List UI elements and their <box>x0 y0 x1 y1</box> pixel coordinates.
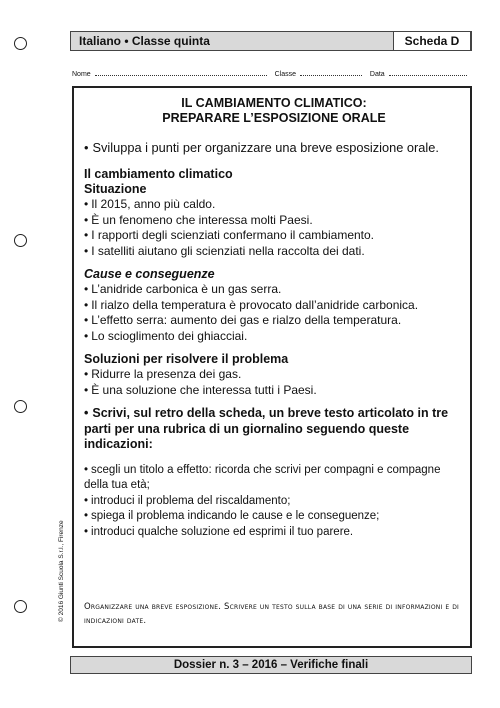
binder-hole-3 <box>14 400 27 413</box>
footer-label: Dossier n. 3 – 2016 – Verifiche finali <box>173 659 369 671</box>
section-subtitle: Situazione <box>84 182 147 196</box>
list-item: • È un fenomeno che interessa molti Paesi. <box>84 213 464 229</box>
name-label: Nome <box>72 71 91 78</box>
class-field[interactable] <box>300 69 362 76</box>
worksheet-card <box>72 86 472 648</box>
binder-hole-2 <box>14 234 27 247</box>
list-item: • Lo scioglimento dei ghiacciai. <box>84 329 464 345</box>
section-situation <box>84 167 464 259</box>
worksheet-content <box>84 96 464 540</box>
learning-objective: Organizzare una breve esposizione. Scrivere un testo sulla base di una serie di informazioni e di indicazioni date. <box>84 602 460 626</box>
writing-task: • Scrivi, sul retro della scheda, un breve testo articolato in tre parti per una rubrica di un giornalino seguendo queste indicazioni: <box>84 406 464 453</box>
list-item: • L’anidride carbonica è un gas serra. <box>84 282 464 298</box>
section-causes <box>84 267 464 344</box>
list-item: • Ridurre la presenza dei gas. <box>84 367 464 383</box>
list-item: • I rapporti degli scienziati confermano il cambiamento. <box>84 228 464 244</box>
date-label: Data <box>369 71 385 78</box>
section-title: Cause e conseguenze <box>84 267 215 281</box>
student-fields <box>72 69 472 78</box>
header-bar <box>70 31 472 51</box>
name-field[interactable] <box>95 69 267 76</box>
date-field[interactable] <box>389 69 467 76</box>
binder-hole-1 <box>14 37 27 50</box>
instructions-list <box>84 463 464 541</box>
list-item: • Il 2015, anno più caldo. <box>84 197 464 213</box>
footer-bar <box>70 656 472 674</box>
list-item: • Il rialzo della temperatura è provocato dall’anidride carbonica. <box>84 298 464 314</box>
worksheet-title: IL CAMBIAMENTO CLIMATICO: PREPARARE L’ESPOSIZIONE ORALE <box>162 96 386 125</box>
binder-hole-4 <box>14 600 27 613</box>
sheet-label: Scheda D <box>393 31 471 51</box>
instruction-item: • spiega il problema indicando le cause e le conseguenze; <box>84 509 464 525</box>
class-label: Classe <box>274 71 296 78</box>
instruction-item: • introduci qualche soluzione ed esprimi il tuo parere. <box>84 525 464 541</box>
subject-label: Italiano • Classe quinta <box>79 34 210 48</box>
list-item: • L’effetto serra: aumento dei gas e rialzo della temperatura. <box>84 313 464 329</box>
instruction-item: • scegli un titolo a effetto: ricorda che scrivi per compagni e compagne della tua età; <box>84 463 464 494</box>
intro-instruction: • Sviluppa i punti per organizzare una breve esposizione orale. <box>84 140 464 156</box>
instruction-item: • introduci il problema del riscaldamento; <box>84 494 464 510</box>
list-item: • I satelliti aiutano gli scienziati nella raccolta dei dati. <box>84 244 464 260</box>
list-item: • È una soluzione che interessa tutti i Paesi. <box>84 383 464 399</box>
section-title: Soluzioni per risolvere il problema <box>84 352 289 366</box>
section-solutions <box>84 352 464 398</box>
section-title: Il cambiamento climatico <box>84 167 233 181</box>
